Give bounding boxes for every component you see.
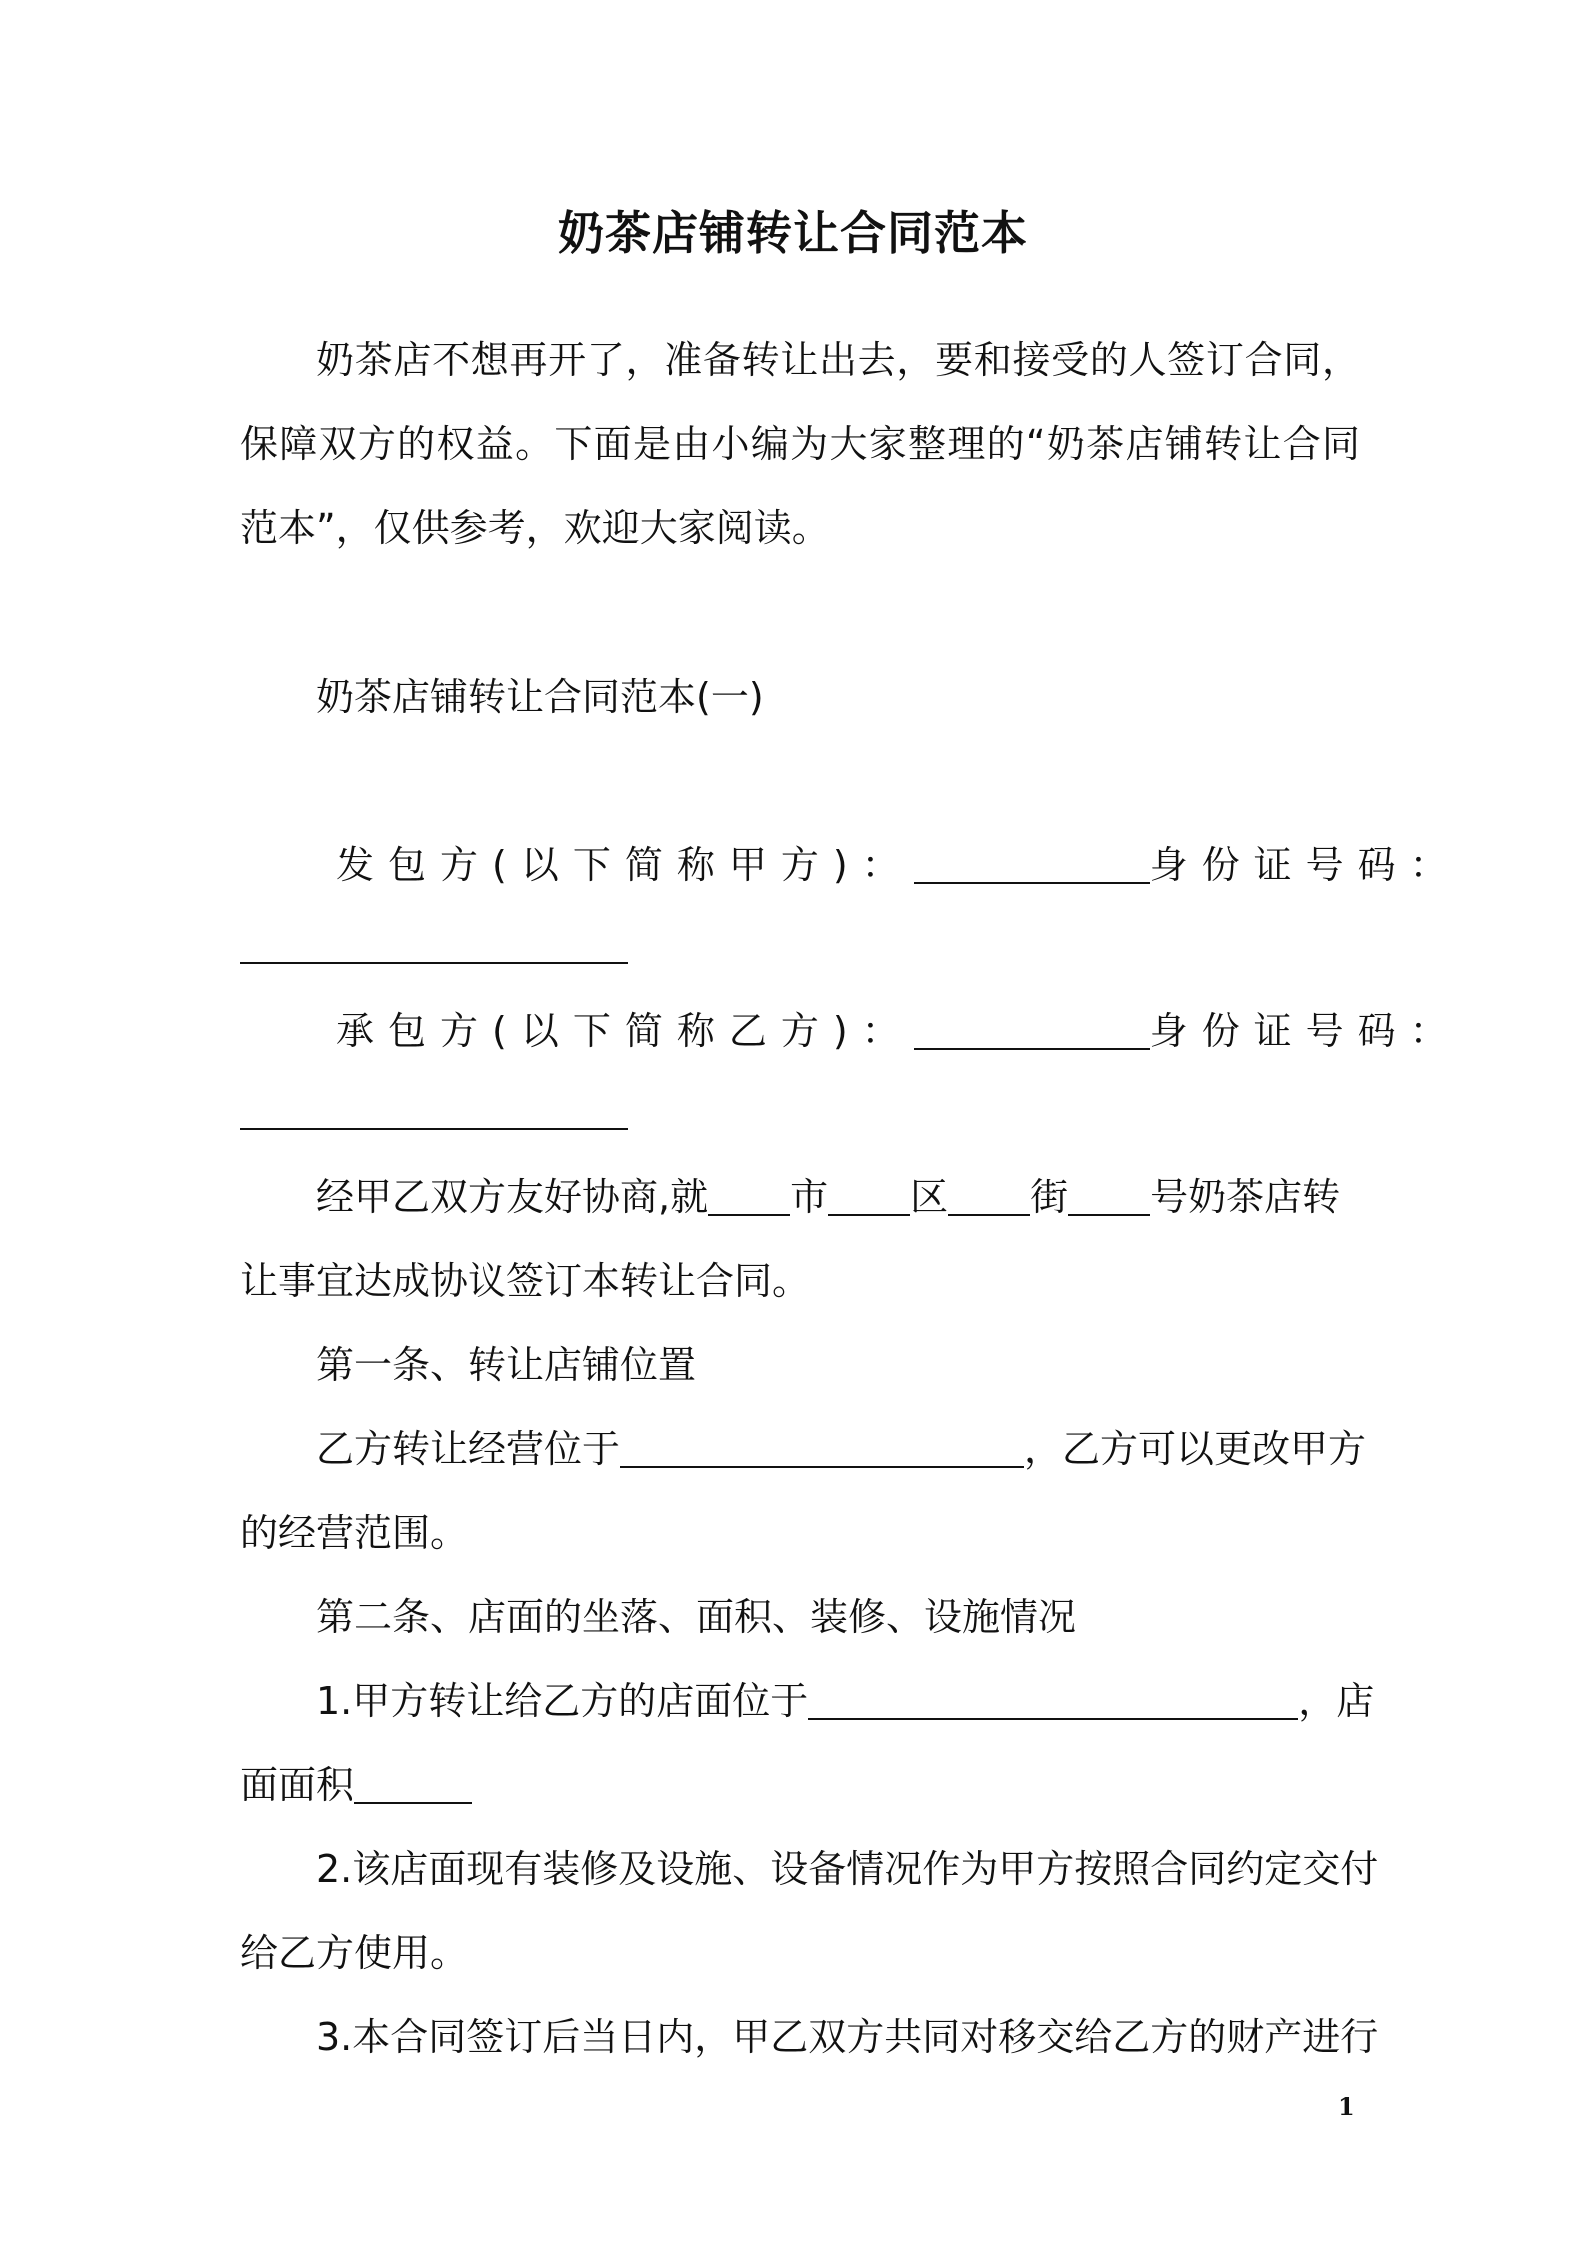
district-blank <box>828 1178 910 1216</box>
district-label: 区 <box>910 1175 949 1219</box>
number-blank <box>1068 1178 1150 1216</box>
agreement-line-1 <box>316 1172 1340 1222</box>
article-2-item-1-line-2 <box>240 1760 472 1810</box>
article-2-item-2-line-2: 给乙方使用。 <box>240 1931 469 1975</box>
shop-location-blank <box>808 1682 1298 1720</box>
item-1-suffix: ，店 <box>1298 1679 1375 1723</box>
intro-paragraph: 奶茶店不想再开了，准备转让出去，要和接受的人签订合同，保障双方的权益。下面是由小编为大家整理的“奶茶店铺转让合同范本”，仅供参考，欢迎大家阅读。 <box>240 338 1360 550</box>
party-b-label: 承包方(以下简称乙方)： <box>336 1009 914 1053</box>
article-1-heading: 第一条、转让店铺位置 <box>316 1343 697 1387</box>
article-1-line-1 <box>316 1424 1366 1474</box>
party-b-line <box>336 1006 1462 1056</box>
party-b-id-blank <box>240 1128 628 1130</box>
street-blank <box>948 1178 1030 1216</box>
article-1-prefix: 乙方转让经营位于 <box>316 1427 621 1471</box>
area-label: 面面积 <box>240 1763 355 1807</box>
agreement-line-2: 让事宜达成协议签订本转让合同。 <box>240 1259 811 1303</box>
article-2-item-3: 3.本合同签订后当日内，甲乙双方共同对移交给乙方的财产进行 <box>316 2015 1379 2059</box>
article-2-item-2: 2.该店面现有装修及设施、设备情况作为甲方按照合同约定交付 <box>316 1847 1379 1891</box>
article-1-suffix: ，乙方可以更改甲方 <box>1024 1427 1367 1471</box>
party-b-name-blank <box>914 1012 1150 1050</box>
party-b-id-label: 身份证号码： <box>1149 1009 1462 1053</box>
party-a-line <box>336 840 1462 890</box>
document-title: 奶茶店铺转让合同范本 <box>558 206 1028 260</box>
article-1-line-2: 的经营范围。 <box>240 1511 469 1555</box>
article-2-heading: 第二条、店面的坐落、面积、装修、设施情况 <box>316 1595 1077 1639</box>
party-a-id-blank <box>240 962 628 964</box>
party-a-label: 发包方(以下简称甲方)： <box>336 843 914 887</box>
area-blank <box>354 1766 472 1804</box>
location-blank <box>620 1430 1024 1468</box>
page-number: 1 <box>1338 2092 1355 2121</box>
party-a-name-blank <box>914 846 1150 884</box>
city-label: 市 <box>790 1175 829 1219</box>
article-2-item-1 <box>316 1676 1374 1726</box>
party-a-id-label: 身份证号码： <box>1149 843 1462 887</box>
street-label: 街 <box>1030 1175 1069 1219</box>
agreement-text: 经甲乙双方友好协商,就 <box>316 1175 709 1219</box>
contract-subtitle: 奶茶店铺转让合同范本(一) <box>316 675 764 719</box>
city-blank <box>708 1178 790 1216</box>
item-1-prefix: 1.甲方转让给乙方的店面位于 <box>316 1679 809 1723</box>
number-shop-label: 号奶茶店转 <box>1150 1175 1341 1219</box>
